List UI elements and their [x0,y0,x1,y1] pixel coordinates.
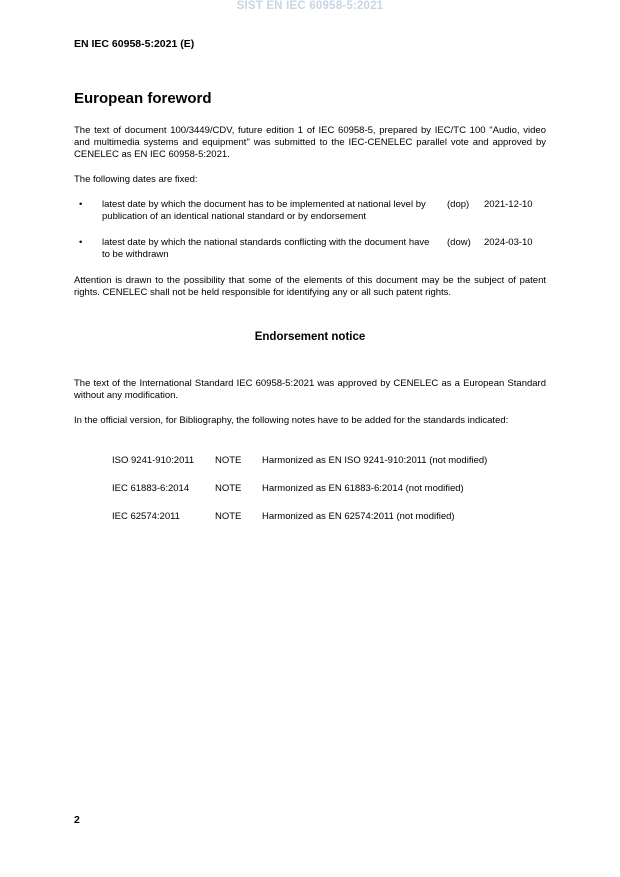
foreword-intro-paragraph: The text of document 100/3449/CDV, future edition 1 of IEC 60958-5, prepared by IEC/TC 100 "Audio, video and multimedia systems and equipment" was submitted to the IEC-CENELEC parallel vote and approved by CENELEC as EN IEC 60958-5:2021. [74,125,546,160]
note-standard: ISO 9241-910:2011 [112,455,195,466]
date-item-date: 2021-12-10 [484,199,533,210]
endorsement-heading: Endorsement notice [254,331,366,343]
date-item-date: 2024-03-10 [484,237,533,248]
note-label: NOTE [215,455,242,466]
note-description: Harmonized as EN 61883-6:2014 (not modified) [262,483,464,494]
note-label: NOTE [215,511,242,522]
endorsement-paragraph: The text of the International Standard IEC 60958-5:2021 was approved by CENELEC as a European Standard without any modification. [74,378,546,401]
date-item-code: (dow) [447,237,471,248]
bullet-icon: • [79,199,83,210]
bibliography-intro: In the official version, for Bibliography, the following notes have to be added for the standards indicated: [74,415,509,426]
bullet-icon: • [79,237,83,248]
note-description: Harmonized as EN ISO 9241-910:2011 (not modified) [262,455,488,466]
date-item-code: (dop) [447,199,470,210]
page-number: 2 [74,814,80,826]
date-item-text: latest date by which the national standards conflicting with the document have to be withdrawn [102,237,430,260]
dates-intro: The following dates are fixed: [74,174,198,185]
document-id-header: EN IEC 60958-5:2021 (E) [74,38,195,50]
watermark: SIST EN IEC 60958-5:2021 [236,0,384,12]
note-standard: IEC 62574:2011 [112,511,180,522]
note-standard: IEC 61883-6:2014 [112,483,190,494]
note-label: NOTE [215,483,242,494]
foreword-heading: European foreword [74,90,212,107]
note-description: Harmonized as EN 62574:2011 (not modified) [262,511,455,522]
patent-attention-paragraph: Attention is drawn to the possibility that some of the elements of this document may be the subject of patent rights. CENELEC shall not be held responsible for identifying any or all such patent rights. [74,275,546,298]
date-item-text: latest date by which the document has to be implemented at national level by publication of an identical national standard or by endorsement [102,199,426,222]
